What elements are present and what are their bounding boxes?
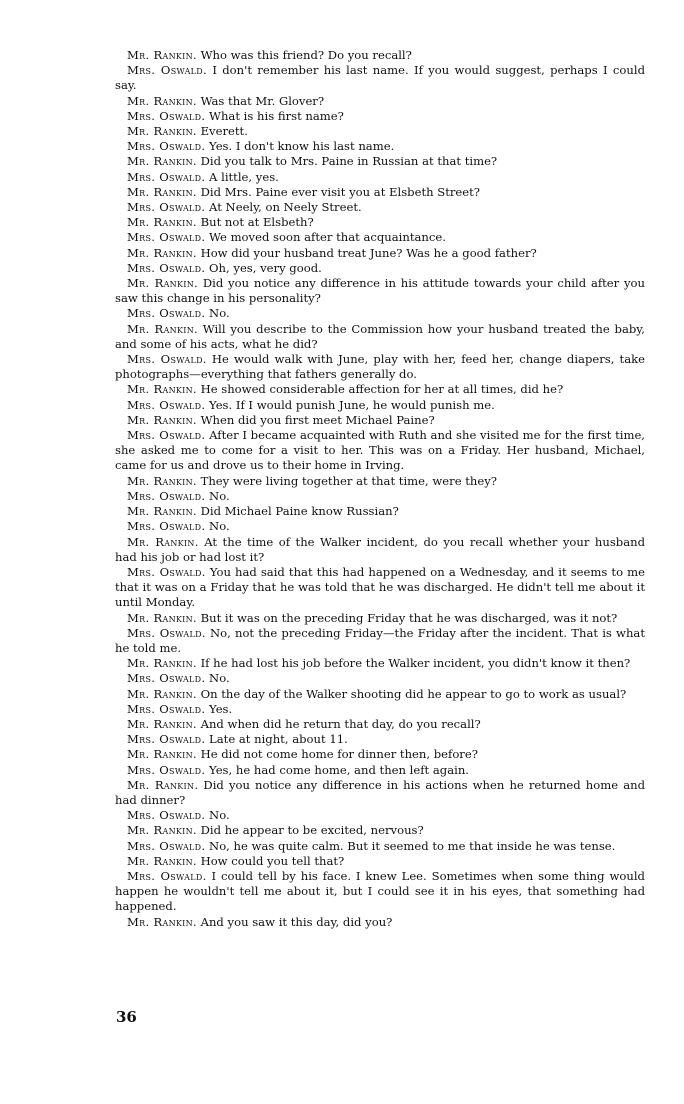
speaker-label: Mrs. Oswald. — [127, 519, 206, 534]
transcript-entry — [115, 808, 645, 823]
speaker-label: Mrs. Oswald. — [127, 671, 206, 686]
speaker-label: Mrs. Oswald. — [127, 230, 206, 245]
transcript-entry — [115, 154, 645, 169]
speaker-label: Mr. Rankin. — [127, 534, 199, 549]
transcript-entry — [115, 124, 645, 139]
transcript-entry — [115, 702, 645, 717]
transcript-entry — [115, 382, 645, 397]
speaker-label: Mrs. Oswald. — [127, 63, 207, 78]
transcript-entry — [115, 109, 645, 124]
statement-text: But it was on the preceding Friday that he was discharged, was it not? — [200, 610, 618, 625]
speaker-label: Mrs. Oswald. — [127, 428, 206, 443]
statement-text: Will you describe to the Commission how your husband treated the baby, and some of his acts, what he did? — [115, 321, 645, 351]
transcript-entry — [115, 778, 645, 808]
transcript-entry — [115, 869, 645, 915]
transcript-entry — [115, 185, 645, 200]
speaker-label: Mrs. Oswald. — [127, 868, 207, 883]
transcript-entry — [115, 747, 645, 762]
statement-text: No. — [209, 306, 230, 321]
speaker-label: Mrs. Oswald. — [127, 306, 206, 321]
speaker-label: Mrs. Oswald. — [127, 397, 206, 412]
transcript-entry — [115, 48, 645, 63]
transcript-entry — [115, 839, 645, 854]
transcript-entry — [115, 413, 645, 428]
statement-text: And when did he return that day, do you recall? — [200, 716, 481, 731]
statement-text: You had said that this had happened on a Wednesday, and it seems to me that it was on a Friday that he was told that he was discharged. He didn't tell me about it until Monday. — [115, 564, 645, 610]
statement-text: On the day of the Walker shooting did he appear to go to work as usual? — [200, 686, 627, 701]
transcript-body — [115, 48, 645, 930]
statement-text: Did Mrs. Paine ever visit you at Elsbeth Street? — [200, 184, 481, 199]
statement-text: A little, yes. — [209, 169, 279, 184]
page-number: 36 — [116, 1008, 137, 1026]
statement-text: Who was this friend? Do you recall? — [200, 48, 412, 62]
statement-text: No. — [209, 808, 230, 823]
transcript-entry — [115, 535, 645, 565]
speaker-label: Mr. Rankin. — [127, 412, 197, 427]
statement-text: Late at night, about 11. — [209, 732, 348, 747]
transcript-entry — [115, 322, 645, 352]
speaker-label: Mr. Rankin. — [127, 504, 197, 519]
statement-text: Yes. If I would punish June, he would punish me. — [209, 397, 495, 412]
transcript-entry — [115, 763, 645, 778]
transcript-entry — [115, 823, 645, 838]
speaker-label: Mr. Rankin. — [127, 853, 197, 868]
speaker-label: Mr. Rankin. — [127, 382, 197, 397]
speaker-label: Mr. Rankin. — [127, 914, 197, 929]
speaker-label: Mrs. Oswald. — [127, 808, 206, 823]
statement-text: Was that Mr. Glover? — [200, 93, 325, 108]
speaker-label: Mr. Rankin. — [127, 747, 197, 762]
statement-text: He would walk with June, play with her, feed her, change diapers, take photographs—everything that fathers generally do. — [115, 352, 645, 382]
statement-text: He did not come home for dinner then, before? — [200, 747, 478, 762]
statement-text: Did he appear to be excited, nervous? — [200, 823, 424, 838]
speaker-label: Mrs. Oswald. — [127, 139, 206, 154]
statement-text: Yes, he had come home, and then left again. — [209, 762, 469, 777]
transcript-entry — [115, 626, 645, 656]
transcript-entry — [115, 63, 645, 93]
statement-text: How did your husband treat June? Was he a good father? — [200, 245, 537, 260]
statement-text: After I became acquainted with Ruth and she visited me for the first time, she asked me to come for a visit to her. This was on a Friday. Her husband, Michael, came for us and drove us to their home in Irving. — [115, 428, 645, 473]
speaker-label: Mr. Rankin. — [127, 245, 197, 260]
statement-text: Oh, yes, very good. — [209, 260, 322, 275]
transcript-entry — [115, 565, 645, 611]
statement-text: They were living together at that time, were they? — [200, 473, 498, 488]
speaker-label: Mr. Rankin. — [127, 610, 197, 625]
speaker-label: Mrs. Oswald. — [127, 564, 206, 579]
transcript-entry — [115, 717, 645, 732]
speaker-label: Mrs. Oswald. — [127, 352, 207, 367]
transcript-entry — [115, 687, 645, 702]
speaker-label: Mr. Rankin. — [127, 154, 197, 169]
speaker-label: Mrs. Oswald. — [127, 701, 206, 716]
speaker-label: Mrs. Oswald. — [127, 108, 206, 123]
transcript-entry — [115, 246, 645, 261]
speaker-label: Mrs. Oswald. — [127, 732, 206, 747]
statement-text: How could you tell that? — [200, 853, 345, 868]
transcript-entry — [115, 519, 645, 534]
statement-text: Everett. — [200, 124, 248, 139]
statement-text: But not at Elsbeth? — [200, 215, 314, 230]
statement-text: No. — [209, 671, 230, 686]
speaker-label: Mrs. Oswald. — [127, 200, 206, 215]
transcript-entry — [115, 428, 645, 474]
transcript-entry — [115, 200, 645, 215]
transcript-entry — [115, 306, 645, 321]
speaker-label: Mrs. Oswald. — [127, 625, 206, 640]
speaker-label: Mr. Rankin. — [127, 686, 197, 701]
statement-text: When did you first meet Michael Paine? — [200, 412, 435, 427]
statement-text: Did you notice any difference in his actions when he returned home and had dinner? — [115, 777, 645, 807]
transcript-entry — [115, 915, 645, 930]
transcript-entry — [115, 656, 645, 671]
statement-text: No, not the preceding Friday—the Friday after the incident. That is what he told me. — [115, 625, 645, 655]
transcript-entry — [115, 398, 645, 413]
speaker-label: Mr. Rankin. — [127, 93, 197, 108]
statement-text: At Neely, on Neely Street. — [209, 200, 362, 215]
statement-text: At the time of the Walker incident, do you recall whether your husband had his job or had lost it? — [115, 534, 646, 564]
speaker-label: Mrs. Oswald. — [127, 260, 206, 275]
transcript-entry — [115, 732, 645, 747]
transcript-entry — [115, 504, 645, 519]
speaker-label: Mrs. Oswald. — [127, 838, 206, 853]
statement-text: If he had lost his job before the Walker incident, you didn't know it then? — [200, 656, 631, 671]
statement-text: Did you talk to Mrs. Paine in Russian at that time? — [200, 154, 498, 169]
speaker-label: Mrs. Oswald. — [127, 488, 206, 503]
speaker-label: Mr. Rankin. — [127, 777, 199, 792]
statement-text: Did you notice any difference in his attitude towards your child after you saw this change in his personality? — [115, 276, 646, 306]
speaker-label: Mr. Rankin. — [127, 276, 199, 291]
speaker-label: Mr. Rankin. — [127, 215, 197, 230]
transcript-entry — [115, 230, 645, 245]
speaker-label: Mr. Rankin. — [127, 473, 197, 488]
speaker-label: Mrs. Oswald. — [127, 762, 206, 777]
statement-text: He showed considerable affection for her at all times, did he? — [200, 382, 564, 397]
transcript-entry — [115, 352, 645, 382]
statement-text: I could tell by his face. I knew Lee. Sometimes when some thing would happen he wouldn't tell me about it, but I could see it in his eyes, that something had happened. — [115, 868, 645, 914]
statement-text: We moved soon after that acquaintance. — [209, 230, 446, 245]
speaker-label: Mr. Rankin. — [127, 184, 197, 199]
speaker-label: Mr. Rankin. — [127, 823, 197, 838]
speaker-label: Mrs. Oswald. — [127, 169, 206, 184]
transcript-entry — [115, 170, 645, 185]
transcript-entry — [115, 854, 645, 869]
statement-text: What is his first name? — [209, 108, 344, 123]
speaker-label: Mr. Rankin. — [127, 321, 198, 336]
transcript-entry — [115, 94, 645, 109]
statement-text: Did Michael Paine know Russian? — [200, 504, 399, 519]
speaker-label: Mr. Rankin. — [127, 124, 197, 139]
transcript-entry — [115, 474, 645, 489]
statement-text: Yes. I don't know his last name. — [209, 139, 395, 154]
statement-text: I don't remember his last name. If you would suggest, perhaps I could say. — [115, 63, 645, 93]
statement-text: And you saw it this day, did you? — [200, 914, 393, 929]
transcript-entry — [115, 139, 645, 154]
transcript-entry — [115, 489, 645, 504]
speaker-label: Mr. Rankin. — [127, 48, 197, 62]
statement-text: Yes. — [209, 701, 233, 716]
statement-text: No. — [209, 519, 230, 534]
speaker-label: Mr. Rankin. — [127, 656, 197, 671]
speaker-label: Mr. Rankin. — [127, 716, 197, 731]
statement-text: No. — [209, 488, 230, 503]
transcript-entry — [115, 276, 645, 306]
transcript-entry — [115, 215, 645, 230]
statement-text: No, he was quite calm. But it seemed to me that inside he was tense. — [209, 838, 616, 853]
transcript-entry — [115, 261, 645, 276]
transcript-entry — [115, 671, 645, 686]
transcript-entry — [115, 611, 645, 626]
